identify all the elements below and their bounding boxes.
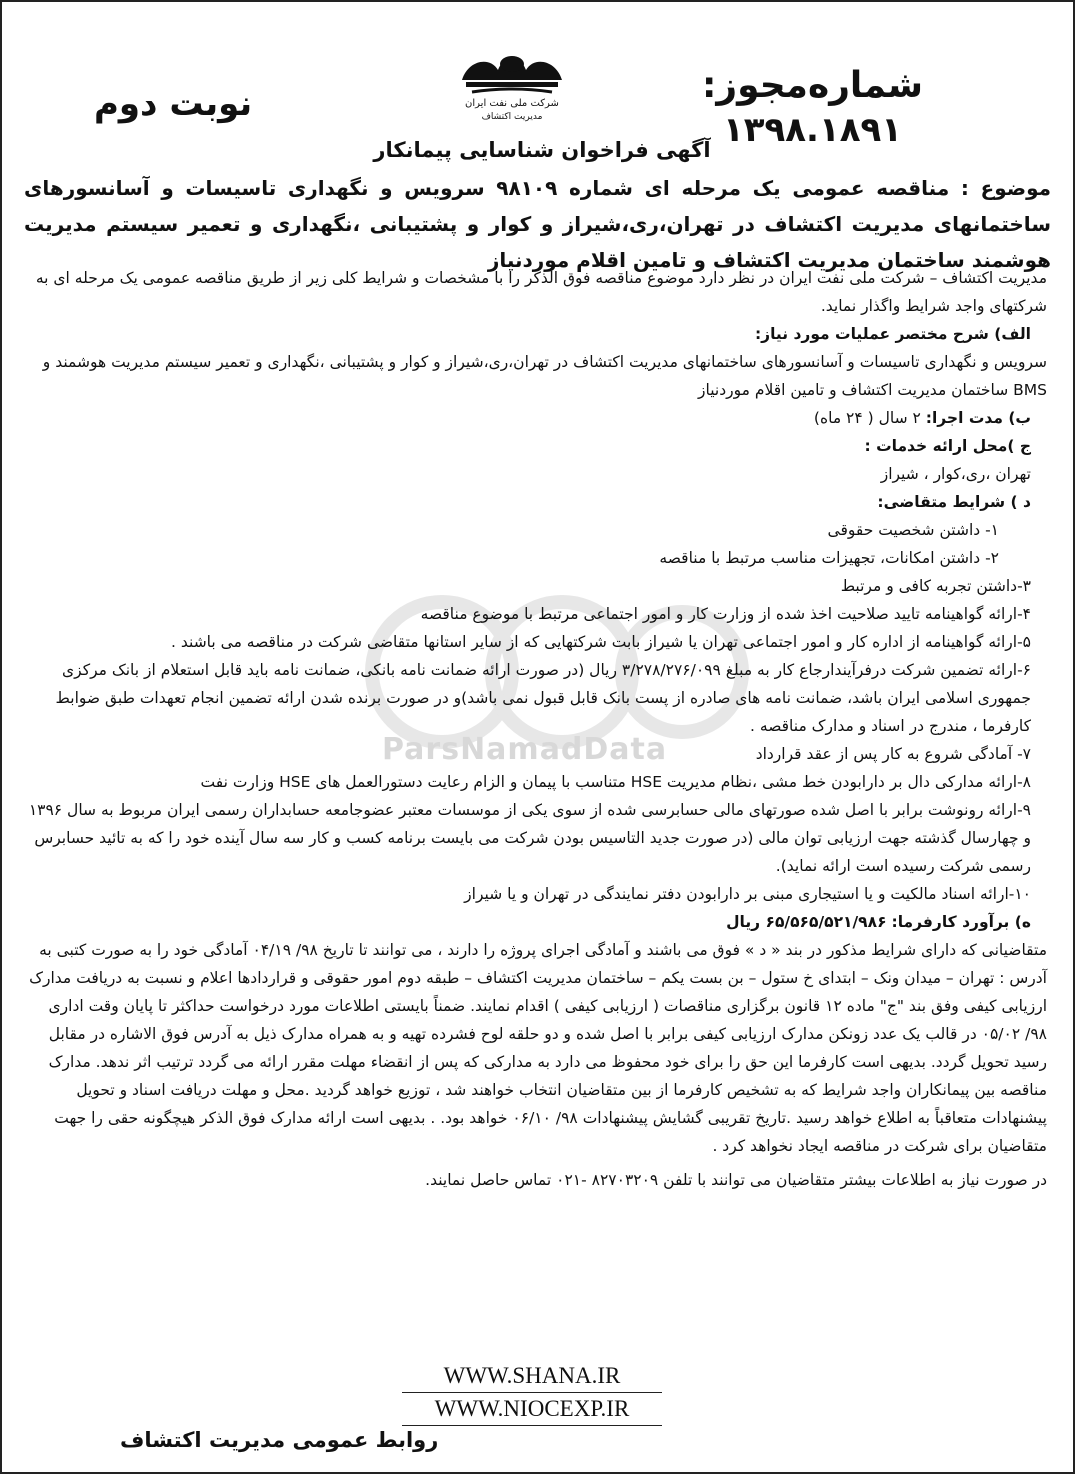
- section-b-title: ب) مدت اجرا:: [925, 409, 1031, 427]
- section-c-title: ج )محل ارائه خدمات :: [864, 437, 1031, 455]
- notice-title: آگهی فراخوان شناسایی پیمانکار: [373, 138, 711, 162]
- nioc-logo-icon: [442, 46, 582, 122]
- section-d-title: د ) شرایط متقاضی:: [877, 493, 1031, 511]
- watermark-brand: ParsNamadData: [382, 732, 668, 767]
- condition-item: ۱- داشتن شخصیت حقوقی: [827, 521, 999, 539]
- condition-item: ۱۰-ارائه اسناد مالکیت و یا استیجاری مبنی بر دارابودن دفتر نمایندگی در تهران و یا شیراز: [464, 885, 1031, 903]
- section-e-title: ه) برآورد کارفرما:: [891, 913, 1031, 931]
- permit-label: شماره‌مجوز:: [702, 65, 923, 106]
- company-logo: [442, 46, 582, 122]
- website-links: [402, 1360, 662, 1426]
- section-a-text: سرویس و نگهداری تاسیسات و آسانسورهای ساختمانهای مدیریت اکتشاف در تهران،ری،شیراز و کوار و پشتیبانی ،نگهداری و تعمیر سیستم مدیریت هوشمند و BMS ساختمان مدیریت اکتشاف و تامین اقلام موردنیاز: [42, 353, 1047, 399]
- permit-number: ۱۳۹۸.۱۸۹۱: [723, 110, 902, 150]
- condition-item: ۲- داشتن امکانات، تجهیزات مناسب مرتبط با مناقصه: [659, 549, 999, 567]
- condition-item: ۵-ارائه گواهینامه از اداره کار و امور اجتماعی تهران یا شیراز بابت شرکتهایی که از سایر استانها متقاضی شرکت در مناقصه می باشند .: [171, 633, 1031, 651]
- contact-line: در صورت نیاز به اطلاعات بیشتر متقاضیان می توانند با تلفن ۸۲۷۰۳۲۰۹ -۰۲۱ تماس حاصل نمایند.: [425, 1171, 1047, 1189]
- main-paragraph: متقاضیانی که دارای شرایط مذکور در بند « د » فوق می باشند و آمادگی اجرای پروژه را دارند ، می توانند تا تاریخ ۹۸/ ۰۴/۱۹ آمادگی خود را به صورت کتبی به آدرس : تهران – میدان ونک – ابتدای خ ستول – بن بست یکم – ساختمان مدیریت اکتشاف – طبقه دوم امور حقوقی و قراردادها اعلام و نسبت به دریافت مدارک ارزیابی کیفی وفق بند "ج" ماده ۱۲ قانون برگزاری مناقصات ( ارزیابی کیفی ) اقدام نمایند. ضمناً بایستی اطلاعات مورد درخواست حداکثر تا پایان وقت اداری ۹۸/ ۰۵/۰۲ در قالب یک عدد زونکن مدارک ارزیابی کیفی برابر با اصل شده و دو حلقه لوح فشرده تهیه و به همراه مدارک ذیل به آدرس فوق الاشاره در مقابل رسید تحویل گردد. بدیهی است کارفرما این حق را برای خود محفوظ می دارد به مدارکی که پس از انقضاء مهلت مقرر ارائه می گردد ترتیب اثر ندهد. مدارک مناقصه بین پیمانکاران واجد شرایط که به تشخیص کارفرما از بین متقاضیان انتخاب خواهند شد ، توزیع خواهد گردید .محل و مهلت دریافت اسناد و تحویل پیشنهادات متعاقباً به اطلاع خواهد رسید .تاریخ تقریبی گشایش پیشنهادات ۹۸/ ۰۶/۱۰ خواهد بود. . بدیهی است ارائه مدارک فوق الذکر هیچگونه حقی را جهت متقاضیان برای شرکت در مناقصه ایجاد نخواهد کرد .: [29, 941, 1047, 1155]
- section-a-title: الف) شرح مختصر عملیات مورد نیاز:: [754, 325, 1031, 343]
- condition-item: ۴-ارائه گواهینامه تایید صلاحیت اخذ شده از وزارت کار و امور اجتماعی مرتبط با موضوع مناقصه: [420, 605, 1031, 623]
- section-e: [28, 908, 1031, 936]
- condition-item: ۶-ارائه تضمین شرکت درفرآیندارجاع کار به مبلغ ۳/۲۷۸/۲۷۶/۰۹۹ ریال (در صورت ارائه ضمانت نامه بانکی، ضمانت نامه باید قابل استعلام از بانک مرکزی جمهوری اسلامی ایران باشد، ضمانت نامه های صادره از پست بانک قابل قبول نمی باشد)و در صورت برنده شدن ارائه تضمین انجام تعهدات طبق ضوابط کارفرما ، مندرج در اسناد و مدارک مناقصه .: [55, 661, 1031, 735]
- condition-item: ۹-ارائه رونوشت برابر با اصل شده صورتهای مالی حسابرسی شده از سوی یکی از موسسات معتبر عضوجامعه حسابداران رسمی ایران مربوط به سال ۱۳۹۶ و چهارسال گذشته جهت ارزیابی توان مالی (در صورت جدید التاسیس بودن شرکت می بایست برنامه کسب و کار سه سال آینده خود را که به تائید حسابرس رسمی شرکت رسیده است ارائه نماید).: [28, 801, 1031, 875]
- logo-text-1: شرکت ملی نفت ایران: [465, 98, 559, 109]
- logo-text-2: مدیریت اکتشاف: [481, 112, 543, 122]
- notice-body: [28, 264, 1047, 1194]
- section-b: [28, 404, 1031, 432]
- subject: موضوع : مناقصه عمومی یک مرحله ای شماره ۹۸۱۰۹ سرویس و نگهداری تاسیسات و آسانسورهای ساختمانهای مدیریت اکتشاف در تهران،ری،شیراز و کوار و پشتیبانی ،نگهداری و تعمیر سیستم مدیریت هوشمند ساختمان مدیریت اکتشاف و تامین اقلام موردنیاز: [24, 176, 1051, 272]
- condition-item: ۷- آمادگی شروع به کار پس از عقد قرارداد: [755, 745, 1031, 763]
- round-label: نوبت دوم: [94, 84, 253, 124]
- url-niocexp[interactable]: WWW.NIOCEXP.IR: [402, 1393, 662, 1426]
- condition-item: ۸-ارائه مدارکی دال بر دارابودن خط مشی ،نظام مدیریت HSE متناسب با پیمان و الزام رعایت دستورالعمل های HSE وزارت نفت: [200, 773, 1031, 791]
- section-b-text: ۲ سال ( ۲۴ ماه): [813, 409, 921, 427]
- section-e-text: ۶۵/۵۶۵/۵۲۱/۹۸۶ ریال: [726, 913, 887, 931]
- intro-paragraph: مدیریت اکتشاف – شرکت ملی نفت ایران در نظر دارد موضوع مناقصه فوق الذکر را با مشخصات و شرایط کلی زیر از طریق مناقصه عمومی یک مرحله ای به شرکتهای واجد شرایط واگذار نماید.: [35, 269, 1047, 315]
- footer-signature: روابط عمومی مدیریت اکتشاف: [120, 1428, 439, 1452]
- url-shana[interactable]: WWW.SHANA.IR: [402, 1360, 662, 1393]
- condition-item: ۳-داشتن تجربه کافی و مرتبط: [840, 577, 1031, 595]
- section-c-text: تهران ،ری،کوار ، شیراز: [880, 465, 1031, 483]
